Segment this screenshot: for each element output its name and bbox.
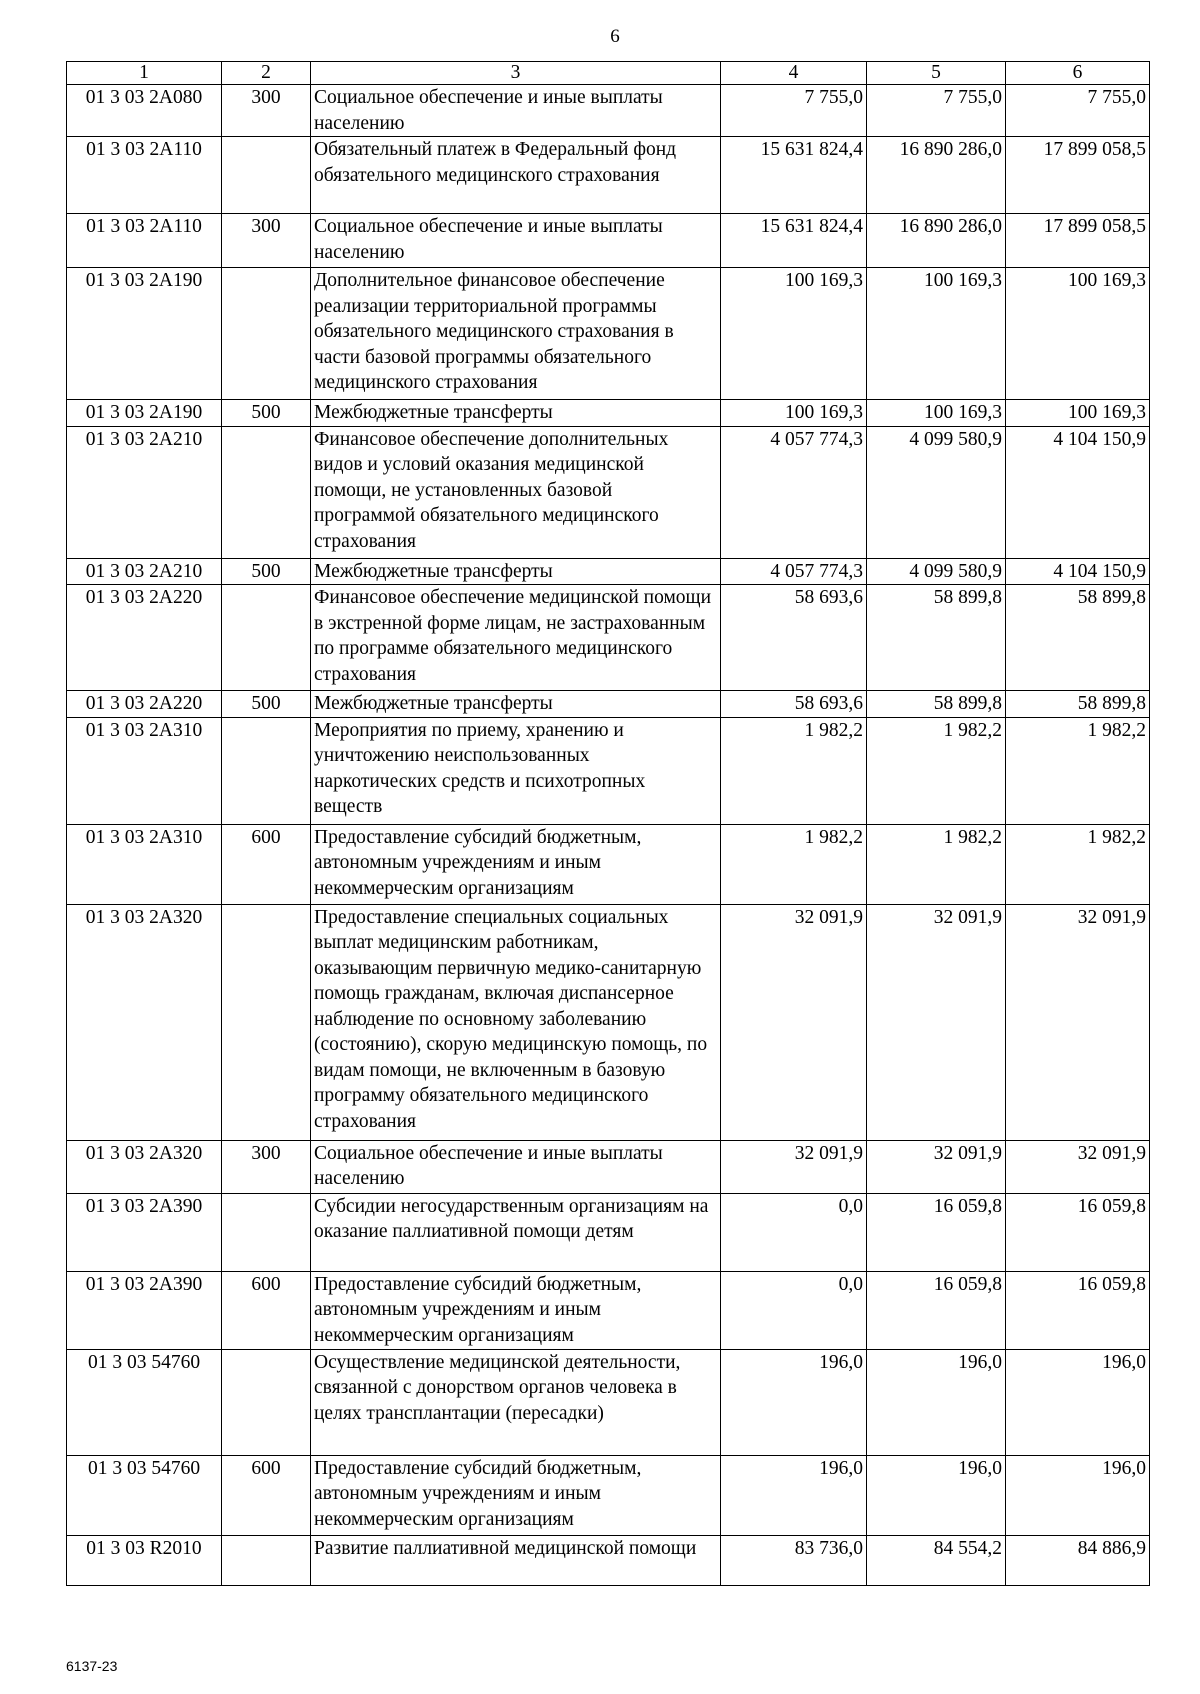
column-header: 2 [222, 62, 311, 85]
amount-col-4: 196,0 [721, 1349, 867, 1455]
amount-col-5: 196,0 [867, 1455, 1006, 1535]
target-article-code: 01 3 03 2А320 [67, 904, 222, 1140]
amount-col-4: 58 693,6 [721, 691, 867, 718]
amount-col-4: 4 057 774,3 [721, 426, 867, 558]
amount-col-4: 15 631 824,4 [721, 214, 867, 268]
target-article-code: 01 3 03 2А220 [67, 691, 222, 718]
table-row [67, 268, 1150, 400]
table-row [67, 1455, 1150, 1535]
expense-type-code [222, 426, 311, 558]
table-row [67, 824, 1150, 904]
target-article-code: 01 3 03 54760 [67, 1455, 222, 1535]
amount-col-6: 17 899 058,5 [1006, 214, 1150, 268]
table-row [67, 400, 1150, 427]
expense-type-code [222, 717, 311, 824]
document-registration-number: 6137-23 [66, 1658, 118, 1674]
target-article-code: 01 3 03 2А310 [67, 717, 222, 824]
column-header: 1 [67, 62, 222, 85]
amount-col-4: 100 169,3 [721, 268, 867, 400]
item-description: Финансовое обеспечение медицинской помощи в экстренной форме лицам, не застрахованным по программе обязательного медицинского страхования [311, 585, 721, 691]
item-description: Межбюджетные трансферты [311, 691, 721, 718]
amount-col-5: 1 982,2 [867, 824, 1006, 904]
amount-col-6: 16 059,8 [1006, 1271, 1150, 1349]
expense-type-code [222, 1349, 311, 1455]
amount-col-4: 196,0 [721, 1455, 867, 1535]
target-article-code: 01 3 03 2А220 [67, 585, 222, 691]
amount-col-6: 100 169,3 [1006, 400, 1150, 427]
table-row [67, 904, 1150, 1140]
item-description: Предоставление субсидий бюджетным, автономным учреждениям и иным некоммерческим организациям [311, 1271, 721, 1349]
item-description: Обязательный платеж в Федеральный фонд обязательного медицинского страхования [311, 137, 721, 214]
column-header: 6 [1006, 62, 1150, 85]
item-description: Финансовое обеспечение дополнительных видов и условий оказания медицинской помощи, не установленных базовой программой обязательного медицинского страхования [311, 426, 721, 558]
expense-type-code [222, 1535, 311, 1585]
item-description: Осуществление медицинской деятельности, связанной с донорством органов человека в целях трансплантации (пересадки) [311, 1349, 721, 1455]
amount-col-6: 17 899 058,5 [1006, 137, 1150, 214]
table-row [67, 717, 1150, 824]
table-row [67, 85, 1150, 137]
target-article-code: 01 3 03 2А310 [67, 824, 222, 904]
table-header-row [67, 62, 1150, 85]
amount-col-4: 32 091,9 [721, 904, 867, 1140]
item-description: Дополнительное финансовое обеспечение реализации территориальной программы обязательного медицинского страхования в части базовой программы обязательного медицинского страхования [311, 268, 721, 400]
amount-col-5: 16 059,8 [867, 1193, 1006, 1271]
amount-col-5: 4 099 580,9 [867, 426, 1006, 558]
target-article-code: 01 3 03 2А390 [67, 1193, 222, 1271]
expense-type-code [222, 268, 311, 400]
amount-col-4: 58 693,6 [721, 585, 867, 691]
expense-type-code: 300 [222, 1140, 311, 1193]
item-description: Предоставление субсидий бюджетным, автономным учреждениям и иным некоммерческим организациям [311, 824, 721, 904]
expense-type-code [222, 1193, 311, 1271]
amount-col-5: 16 890 286,0 [867, 214, 1006, 268]
amount-col-4: 83 736,0 [721, 1535, 867, 1585]
amount-col-6: 58 899,8 [1006, 691, 1150, 718]
amount-col-6: 196,0 [1006, 1349, 1150, 1455]
amount-col-4: 1 982,2 [721, 717, 867, 824]
item-description: Социальное обеспечение и иные выплаты населению [311, 214, 721, 268]
amount-col-6: 16 059,8 [1006, 1193, 1150, 1271]
table-row [67, 1349, 1150, 1455]
expense-type-code: 500 [222, 691, 311, 718]
item-description: Социальное обеспечение и иные выплаты населению [311, 1140, 721, 1193]
table-row [67, 214, 1150, 268]
target-article-code: 01 3 03 2А210 [67, 426, 222, 558]
amount-col-5: 16 890 286,0 [867, 137, 1006, 214]
amount-col-4: 15 631 824,4 [721, 137, 867, 214]
target-article-code: 01 3 03 54760 [67, 1349, 222, 1455]
item-description: Мероприятия по приему, хранению и уничтожению неиспользованных наркотических средств и психотропных веществ [311, 717, 721, 824]
table-row [67, 1140, 1150, 1193]
target-article-code: 01 3 03 2А110 [67, 214, 222, 268]
expense-type-code: 300 [222, 214, 311, 268]
item-description: Межбюджетные трансферты [311, 400, 721, 427]
target-article-code: 01 3 03 2А080 [67, 85, 222, 137]
amount-col-6: 84 886,9 [1006, 1535, 1150, 1585]
table-row [67, 137, 1150, 214]
amount-col-5: 58 899,8 [867, 585, 1006, 691]
expense-type-code [222, 137, 311, 214]
amount-col-5: 1 982,2 [867, 717, 1006, 824]
item-description: Межбюджетные трансферты [311, 558, 721, 585]
amount-col-6: 100 169,3 [1006, 268, 1150, 400]
item-description: Социальное обеспечение и иные выплаты населению [311, 85, 721, 137]
column-header: 5 [867, 62, 1006, 85]
amount-col-5: 100 169,3 [867, 268, 1006, 400]
amount-col-4: 0,0 [721, 1271, 867, 1349]
amount-col-5: 32 091,9 [867, 904, 1006, 1140]
item-description: Субсидии негосударственным организациям на оказание паллиативной помощи детям [311, 1193, 721, 1271]
amount-col-6: 4 104 150,9 [1006, 558, 1150, 585]
expense-type-code: 500 [222, 400, 311, 427]
table-row [67, 1271, 1150, 1349]
amount-col-5: 58 899,8 [867, 691, 1006, 718]
target-article-code: 01 3 03 2А190 [67, 400, 222, 427]
expense-type-code [222, 904, 311, 1140]
amount-col-6: 4 104 150,9 [1006, 426, 1150, 558]
amount-col-4: 7 755,0 [721, 85, 867, 137]
amount-col-5: 32 091,9 [867, 1140, 1006, 1193]
target-article-code: 01 3 03 2А210 [67, 558, 222, 585]
amount-col-5: 196,0 [867, 1349, 1006, 1455]
target-article-code: 01 3 03 R2010 [67, 1535, 222, 1585]
amount-col-4: 4 057 774,3 [721, 558, 867, 585]
page-number: 6 [610, 26, 620, 47]
target-article-code: 01 3 03 2А320 [67, 1140, 222, 1193]
expense-type-code: 300 [222, 85, 311, 137]
amount-col-5: 84 554,2 [867, 1535, 1006, 1585]
amount-col-5: 7 755,0 [867, 85, 1006, 137]
expense-type-code: 500 [222, 558, 311, 585]
target-article-code: 01 3 03 2А110 [67, 137, 222, 214]
item-description: Предоставление субсидий бюджетным, автономным учреждениям и иным некоммерческим организациям [311, 1455, 721, 1535]
amount-col-6: 58 899,8 [1006, 585, 1150, 691]
budget-table [66, 61, 1150, 1586]
column-header: 4 [721, 62, 867, 85]
expense-type-code [222, 585, 311, 691]
column-header: 3 [311, 62, 721, 85]
amount-col-5: 16 059,8 [867, 1271, 1006, 1349]
target-article-code: 01 3 03 2А190 [67, 268, 222, 400]
item-description: Развитие паллиативной медицинской помощи [311, 1535, 721, 1585]
amount-col-6: 7 755,0 [1006, 85, 1150, 137]
amount-col-6: 1 982,2 [1006, 824, 1150, 904]
amount-col-4: 32 091,9 [721, 1140, 867, 1193]
amount-col-4: 100 169,3 [721, 400, 867, 427]
table-row [67, 426, 1150, 558]
amount-col-6: 32 091,9 [1006, 904, 1150, 1140]
expense-type-code: 600 [222, 824, 311, 904]
amount-col-5: 100 169,3 [867, 400, 1006, 427]
amount-col-6: 1 982,2 [1006, 717, 1150, 824]
amount-col-4: 1 982,2 [721, 824, 867, 904]
table-row [67, 691, 1150, 718]
table-row [67, 558, 1150, 585]
expense-type-code: 600 [222, 1271, 311, 1349]
amount-col-6: 196,0 [1006, 1455, 1150, 1535]
item-description: Предоставление специальных социальных выплат медицинским работникам, оказывающим первичную медико-санитарную помощь гражданам, включая диспансерное наблюдение по основному заболеванию (состоянию), скорую медицинскую помощь, по видам помощи, не включенным в базовую программу обязательного медицинского страхования [311, 904, 721, 1140]
table-row [67, 1193, 1150, 1271]
table-row [67, 1535, 1150, 1585]
amount-col-4: 0,0 [721, 1193, 867, 1271]
table-row [67, 585, 1150, 691]
expense-type-code: 600 [222, 1455, 311, 1535]
target-article-code: 01 3 03 2А390 [67, 1271, 222, 1349]
amount-col-6: 32 091,9 [1006, 1140, 1150, 1193]
amount-col-5: 4 099 580,9 [867, 558, 1006, 585]
